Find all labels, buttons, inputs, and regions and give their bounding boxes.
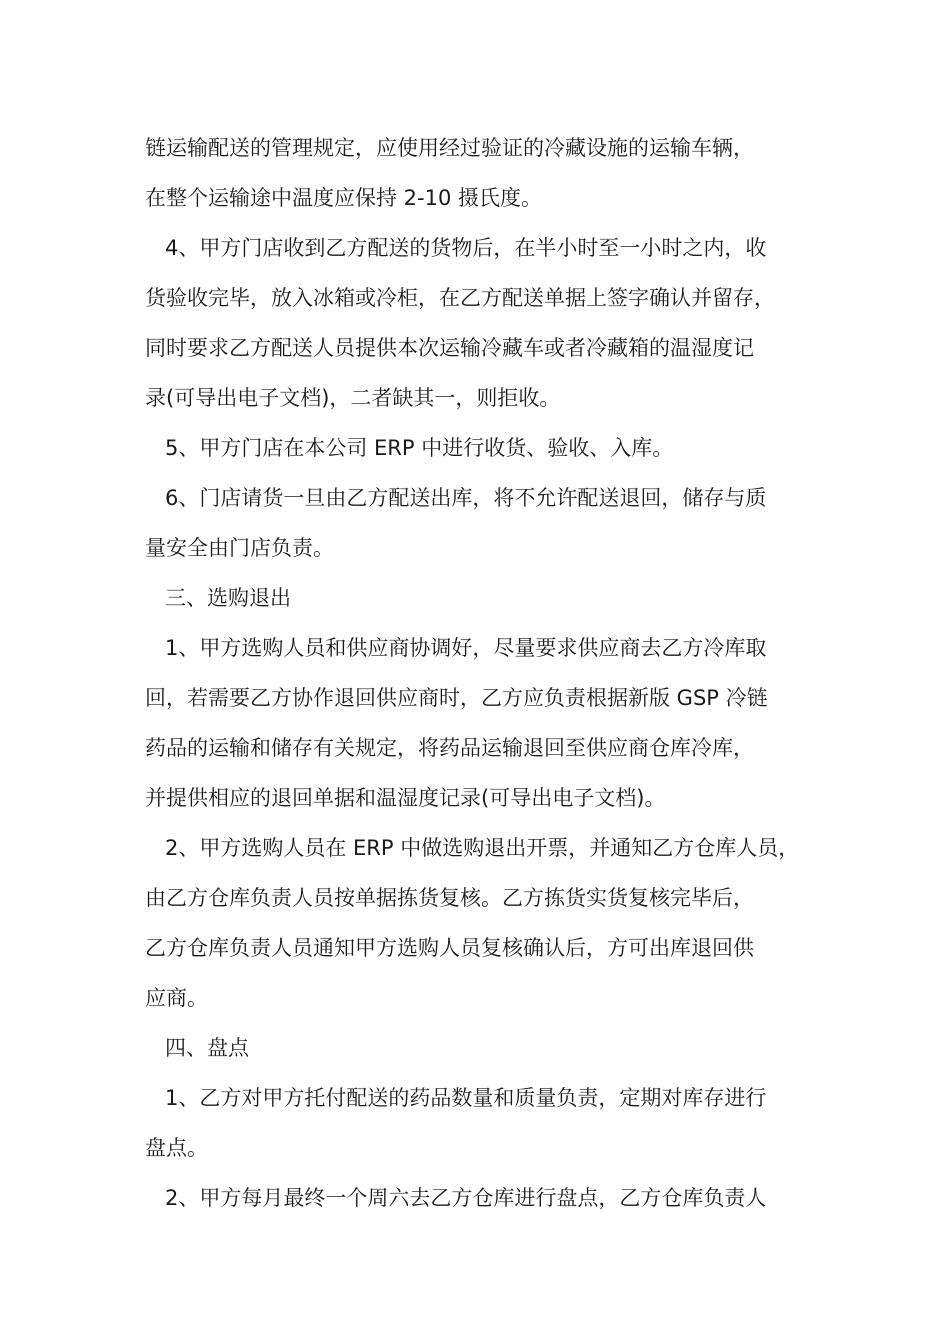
paragraph-4-2: 2、甲方每月最终一个周六去乙方仓库进行盘点，乙方仓库负责人 [165, 1186, 767, 1210]
text-line: 录(可导出电子文档)，二者缺其一，则拒收。 [145, 386, 561, 410]
paragraph-3-1: 1、甲方选购人员和供应商协调好，尽量要求供应商去乙方冷库取 [165, 636, 767, 660]
text-line: 量安全由门店负责。 [145, 536, 334, 560]
text-line: 在整个运输途中温度应保持 2-10 摄氏度。 [145, 186, 543, 210]
paragraph-6: 6、门店请货一旦由乙方配送出库，将不允许配送退回，储存与质 [165, 486, 767, 510]
text-line: 回，若需要乙方协作退回供应商时，乙方应负责根据新版 GSP 冷链 [145, 686, 768, 710]
paragraph-5: 5、甲方门店在本公司 ERP 中进行收货、验收、入库。 [165, 436, 674, 460]
text-line: 应商。 [145, 986, 208, 1010]
text-line: 并提供相应的退回单据和温湿度记录(可导出电子文档)。 [145, 786, 666, 810]
text-line: 乙方仓库负责人员通知甲方选购人员复核确认后，方可出库退回供 [145, 936, 754, 960]
text-line: 货验收完毕，放入冰箱或冷柜，在乙方配送单据上签字确认并留存， [145, 286, 775, 310]
text-line: 同时要求乙方配送人员提供本次运输冷藏车或者冷藏箱的温湿度记 [145, 336, 754, 360]
paragraph-4: 4、甲方门店收到乙方配送的货物后，在半小时至一小时之内，收 [165, 236, 767, 260]
paragraph-4-1: 1、乙方对甲方托付配送的药品数量和质量负责，定期对库存进行 [165, 1086, 767, 1110]
text-line: 链运输配送的管理规定，应使用经过验证的冷藏设施的运输车辆， [145, 136, 754, 160]
section-heading-3: 三、选购退出 [165, 586, 291, 610]
section-heading-4: 四、盘点 [165, 1036, 249, 1060]
paragraph-3-2: 2、甲方选购人员在 ERP 中做选购退出开票，并通知乙方仓库人员， [165, 836, 800, 860]
text-line: 药品的运输和储存有关规定，将药品运输退回至供应商仓库冷库， [145, 736, 754, 760]
text-line: 盘点。 [145, 1136, 208, 1160]
text-line: 由乙方仓库负责人员按单据拣货复核。乙方拣货实货复核完毕后， [145, 886, 754, 910]
